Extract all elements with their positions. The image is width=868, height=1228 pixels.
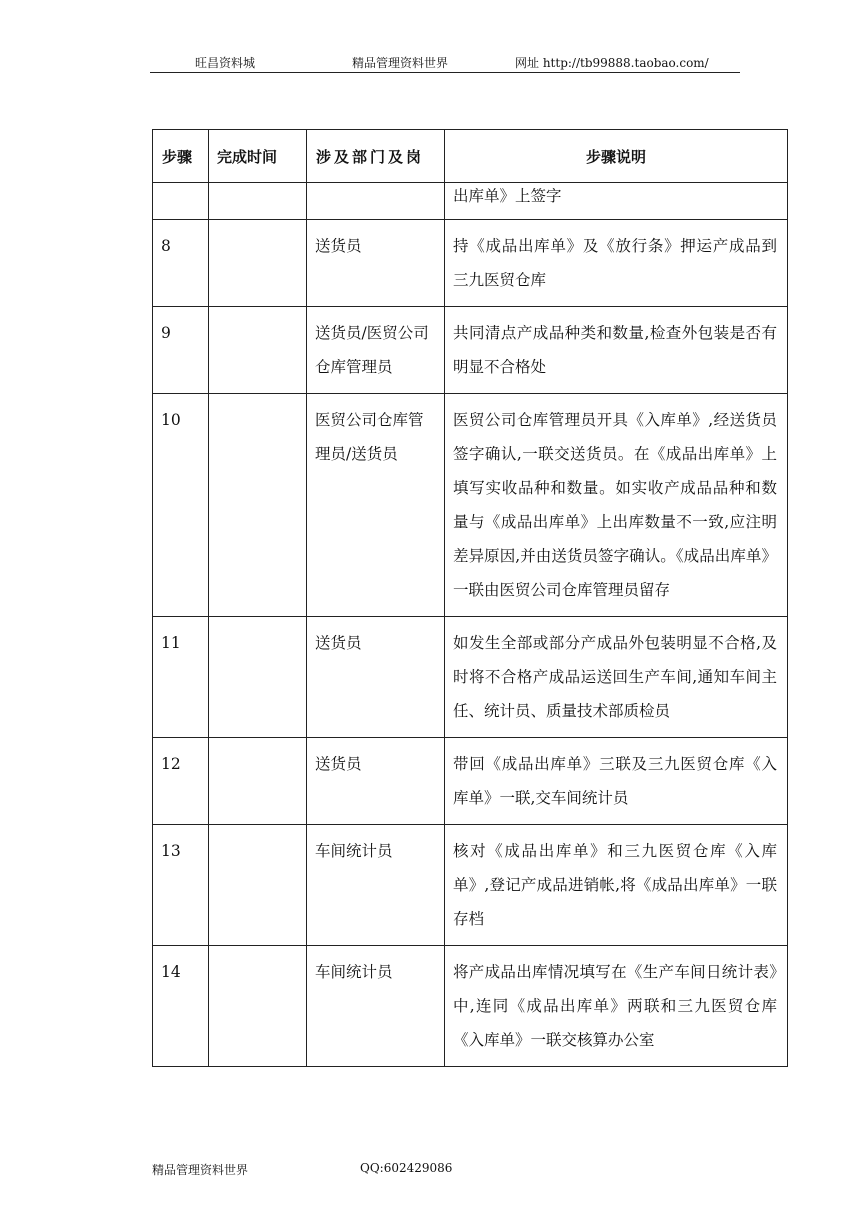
footer-qq-text: QQ:602429086 <box>360 1161 453 1175</box>
time-cell <box>209 220 307 307</box>
description-cell: 核对《成品出库单》和三九医贸仓库《入库单》,登记产成品进销帐,将《成品出库单》一联存档 <box>445 825 788 946</box>
header-left-text: 旺昌资料城 <box>195 56 256 70</box>
time-cell <box>209 183 307 220</box>
table-row <box>153 307 788 394</box>
header-website-text: 网址 http://tb99888.taobao.com/ <box>515 56 709 70</box>
department-cell: 车间统计员 <box>307 825 445 946</box>
step-cell: 8 <box>153 220 209 307</box>
table-row <box>153 394 788 617</box>
column-header-step: 步骤 <box>153 130 209 183</box>
step-cell: 11 <box>153 617 209 738</box>
description-cell: 出库单》上签字 <box>445 183 788 220</box>
description-cell: 持《成品出库单》及《放行条》押运产成品到三九医贸仓库 <box>445 220 788 307</box>
footer-left-text: 精品管理资料世界 <box>152 1163 249 1177</box>
time-cell <box>209 825 307 946</box>
table-row <box>153 220 788 307</box>
table-row <box>153 946 788 1067</box>
department-cell: 送货员 <box>307 220 445 307</box>
step-cell <box>153 183 209 220</box>
description-cell: 共同清点产成品种类和数量,检查外包装是否有明显不合格处 <box>445 307 788 394</box>
column-header-time: 完成时间 <box>209 130 307 183</box>
description-cell: 带回《成品出库单》三联及三九医贸仓库《入库单》一联,交车间统计员 <box>445 738 788 825</box>
time-cell <box>209 307 307 394</box>
page-header <box>150 52 740 73</box>
description-cell: 将产成品出库情况填写在《生产车间日统计表》中,连同《成品出库单》两联和三九医贸仓库《入库单》一联交核算办公室 <box>445 946 788 1067</box>
procedure-table <box>152 129 788 1067</box>
column-header-description: 步骤说明 <box>445 130 788 183</box>
step-cell: 14 <box>153 946 209 1067</box>
step-cell: 13 <box>153 825 209 946</box>
table-row <box>153 738 788 825</box>
table-header-row <box>153 130 788 183</box>
time-cell <box>209 738 307 825</box>
step-cell: 12 <box>153 738 209 825</box>
time-cell <box>209 394 307 617</box>
time-cell <box>209 946 307 1067</box>
table-row <box>153 617 788 738</box>
department-cell: 车间统计员 <box>307 946 445 1067</box>
table-row <box>153 825 788 946</box>
header-middle-text: 精品管理资料世界 <box>352 56 449 70</box>
step-cell: 10 <box>153 394 209 617</box>
description-cell: 如发生全部或部分产成品外包装明显不合格,及时将不合格产成品运送回生产车间,通知车间主任、统计员、质量技术部质检员 <box>445 617 788 738</box>
department-cell: 送货员 <box>307 738 445 825</box>
step-cell: 9 <box>153 307 209 394</box>
table-row <box>153 183 788 220</box>
description-cell: 医贸公司仓库管理员开具《入库单》,经送货员签字确认,一联交送货员。在《成品出库单》上填写实收品种和数量。如实收产成品品种和数量与《成品出库单》上出库数量不一致,应注明差异原因,并由送货员签字确认。《成品出库单》一联由医贸公司仓库管理员留存 <box>445 394 788 617</box>
time-cell <box>209 617 307 738</box>
department-cell: 送货员 <box>307 617 445 738</box>
department-cell: 医贸公司仓库管理员/送货员 <box>307 394 445 617</box>
department-cell: 送货员/医贸公司仓库管理员 <box>307 307 445 394</box>
department-cell <box>307 183 445 220</box>
column-header-department: 涉及部门及岗 <box>307 130 445 183</box>
